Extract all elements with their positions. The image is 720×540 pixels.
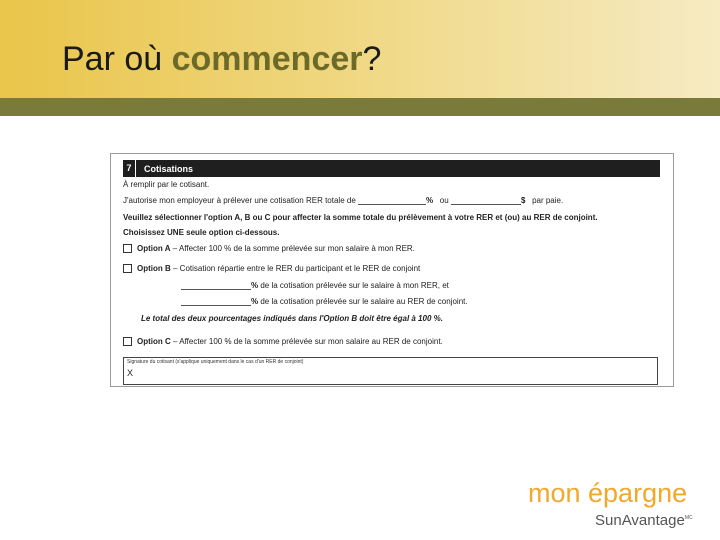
percent-sign: % xyxy=(251,281,259,290)
choose-one-text: Choisissez UNE seule option ci-dessous. xyxy=(123,228,280,237)
option-a-checkbox xyxy=(123,244,132,253)
option-b-line1-text: de la cotisation prélevée sur le salaire à mon RER, et xyxy=(260,281,449,290)
brand-logo-line1: mon épargne xyxy=(528,478,688,508)
option-b-row xyxy=(123,264,420,273)
option-a-label: Option A xyxy=(137,244,171,253)
slide-header xyxy=(0,0,720,98)
signature-mark: X xyxy=(127,368,134,378)
authorize-line xyxy=(123,196,563,205)
title-question-mark: ? xyxy=(362,40,382,78)
title-text: Par où xyxy=(62,40,172,78)
section-header xyxy=(123,160,660,177)
percent-sign: % xyxy=(251,297,259,306)
percent-sign: % xyxy=(426,196,434,205)
section-number: 7 xyxy=(123,160,136,177)
title-emphasis: commencer xyxy=(171,40,363,78)
signature-label: Signature du cotisant (s'applique uniquement dans le cas d'un RER de conjoint) xyxy=(127,359,304,365)
authorize-text: J'autorise mon employeur à prélever une cotisation RER totale de xyxy=(123,196,356,205)
slide-title xyxy=(62,40,381,79)
fill-instruction: À remplir par le cotisant. xyxy=(123,180,210,189)
option-b-line2-text: de la cotisation prélevée sur le salaire au RER de conjoint. xyxy=(260,297,468,306)
dollar-field xyxy=(451,196,521,205)
signature-box xyxy=(123,357,658,385)
per-pay-text: par paie. xyxy=(532,196,564,205)
form-content xyxy=(123,160,660,378)
dollar-sign: $ xyxy=(520,196,526,205)
option-b-label: Option B xyxy=(137,264,171,273)
section-title: Cotisations xyxy=(144,163,194,174)
option-b-line1 xyxy=(181,281,449,290)
option-a-row xyxy=(123,244,415,253)
option-b-line2 xyxy=(181,297,468,306)
spouse-percent-field xyxy=(181,297,251,306)
or-text: ou xyxy=(439,196,449,205)
option-b-total-note: Le total des deux pourcentages indiqués dans l'Option B doit être égal à 100 %. xyxy=(141,314,443,323)
percent-field xyxy=(358,196,426,205)
option-c-text: – Affecter 100 % de la somme prélevée sur mon salaire au RER de conjoint. xyxy=(170,337,443,346)
header-divider-bar xyxy=(0,98,720,116)
brand-logo-line2 xyxy=(595,512,693,529)
brand-name: SunAvantage xyxy=(595,512,685,529)
option-b-text: – Cotisation répartie entre le RER du participant et le RER de conjoint xyxy=(170,264,421,273)
option-c-label: Option C xyxy=(137,337,171,346)
option-c-row xyxy=(123,337,443,346)
option-b-checkbox xyxy=(123,264,132,273)
select-instruction: Veuillez sélectionner l'option A, B ou C pour affecter la somme totale du prélèvement à votre RER et (ou) au RER de conjoint. xyxy=(123,213,598,222)
option-c-checkbox xyxy=(123,337,132,346)
option-a-text: – Affecter 100 % de la somme prélevée sur mon salaire à mon RER. xyxy=(170,244,415,253)
participant-percent-field xyxy=(181,281,251,290)
trademark-mark: MC xyxy=(684,515,693,521)
contribution-form-image xyxy=(110,153,674,387)
